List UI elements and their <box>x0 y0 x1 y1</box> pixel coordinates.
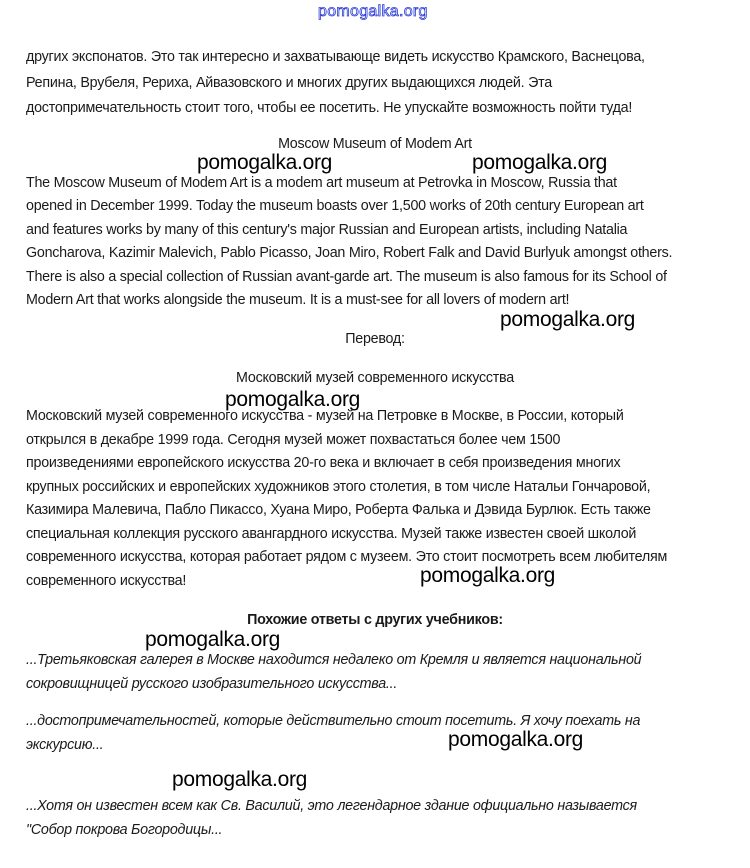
similar-answer-link[interactable]: ...Третьяковская галерея в Москве находится недалеко от Кремля и является национальной <box>26 652 642 668</box>
watermark: pomogalka.org <box>172 768 308 791</box>
russian-line: Казимира Малевича, Пабло Пикассо, Хуана Миро, Роберта Фалька и Дэвида Бурлюк. Есть также <box>26 502 651 518</box>
watermark: pomogalka.org <box>448 728 584 751</box>
english-line: opened in December 1999. Today the museum boasts over 1,500 works of 20th century European art <box>26 198 644 214</box>
similar-answer-link[interactable]: "Собор покрова Богородицы... <box>26 822 223 838</box>
russian-line: крупных российских и европейских художников этого столетия, в том числе Натальи Гончаровой, <box>26 479 651 495</box>
russian-line: Московский музей современного искусства - музей на Петровке в Москве, в России, который <box>26 408 624 424</box>
russian-title: Московский музей современного искусства <box>236 370 514 386</box>
russian-line: произведениями европейского искусства 20-го века и включает в себя произведения многих <box>26 455 621 471</box>
english-line: The Moscow Museum of Modem Art is a modem art museum at Petrovka in Moscow, Russia that <box>26 175 617 191</box>
intro-line: достопримечательность стоит того, чтобы ее посетить. Не упускайте возможность пойти туда! <box>26 100 633 116</box>
watermark: pomogalka.org <box>145 628 281 651</box>
watermark: pomogalka.org <box>225 388 361 411</box>
watermark: pomogalka.org <box>420 564 556 587</box>
header-watermark-logo: pomogalka.org <box>318 3 428 20</box>
russian-line: современного искусства, которая работает рядом с музеем. Это стоит посмотреть всем любителям <box>26 549 668 565</box>
translation-label: Перевод: <box>345 331 405 347</box>
russian-line: открылся в декабре 1999 года. Сегодня музей может похвастаться более чем 1500 <box>26 432 561 448</box>
russian-line: специальная коллекция русского авангардного искусства. Музей также известен своей школой <box>26 526 637 542</box>
similar-answer-link[interactable]: экскурсию... <box>26 737 104 753</box>
watermark: pomogalka.org <box>472 151 608 174</box>
similar-answer-link[interactable]: ...достопримечательностей, которые действительно стоит посетить. Я хочу поехать на <box>26 713 641 729</box>
similar-answer-link[interactable]: сокровищницей русского изобразительного искусства... <box>26 676 398 692</box>
english-line: and features works by many of this century's major Russian and European artists, including Natalia <box>26 222 628 238</box>
watermark: pomogalka.org <box>500 308 636 331</box>
watermark: pomogalka.org <box>197 151 333 174</box>
english-line: Goncharova, Kazimir Malevich, Pablo Picasso, Joan Miro, Robert Falk and David Burlyuk amongst others. <box>26 245 673 261</box>
english-line: Modern Art that works alongside the museum. It is a must-see for all lovers of modern art! <box>26 292 570 308</box>
intro-line: других экспонатов. Это так интересно и захватывающе видеть искусство Крамского, Васнецова, <box>26 49 645 65</box>
english-line: There is also a special collection of Russian avant-garde art. The museum is also famous for its School of <box>26 269 667 285</box>
english-title: Moscow Museum of Modem Art <box>278 136 472 152</box>
intro-line: Репина, Врубеля, Рериха, Айвазовского и многих других выдающихся людей. Эта <box>26 75 552 91</box>
similar-answer-link[interactable]: ...Хотя он известен всем как Св. Василий, это легендарное здание официально называется <box>26 798 637 814</box>
russian-line: современного искусства! <box>26 573 187 589</box>
similar-answers-heading: Похожие ответы с других учебников: <box>247 612 503 628</box>
